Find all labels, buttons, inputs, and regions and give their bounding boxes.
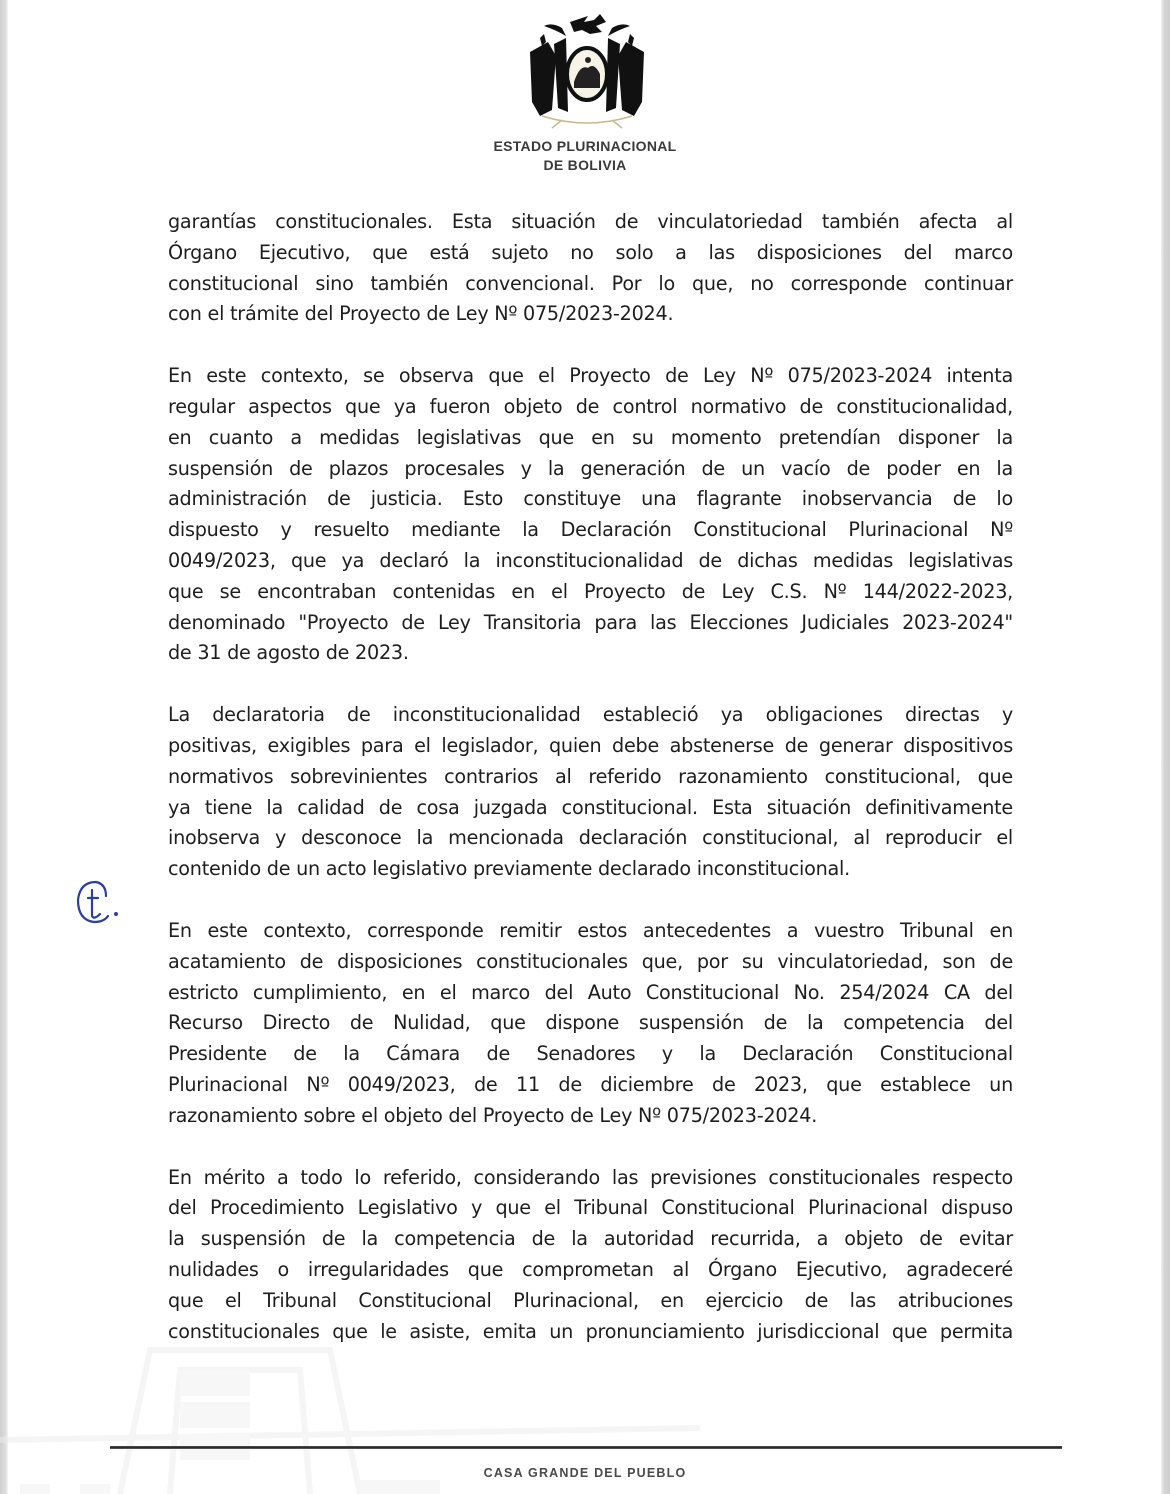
paragraph-2 xyxy=(168,361,1013,669)
text-line: que el Tribunal Constitucional Plurinacional, en ejercicio de las atribuciones xyxy=(168,1288,1013,1312)
text-line: regular aspectos que ya fueron objeto de control normativo de constitucionalidad, xyxy=(168,394,1013,418)
paragraph-4 xyxy=(168,916,1013,1132)
text-line: que se encontraban contenidas en el Proyecto de Ley C.S. Nº 144/2022-2023, xyxy=(168,579,1013,603)
text-line: nulidades o irregularidades que comprometan al Órgano Ejecutivo, agradeceré xyxy=(168,1257,1013,1281)
footer-divider xyxy=(110,1446,1062,1449)
text-line: contenido de un acto legislativo previamente declarado inconstitucional. xyxy=(168,857,850,881)
text-line: dispuesto y resuelto mediante la Declaración Constitucional Plurinacional Nº xyxy=(168,518,1013,542)
paragraph-1 xyxy=(168,207,1013,330)
text-line: razonamiento sobre el objeto del Proyecto de Ley Nº 075/2023-2024. xyxy=(168,1103,818,1127)
text-line: constitucionales que le asiste, emita un pronunciamiento jurisdiccional que permita xyxy=(168,1319,1013,1343)
header-title-line2: DE BOLIVIA xyxy=(543,157,627,173)
footer-text: CASA GRANDE DEL PUEBLO xyxy=(483,1466,687,1480)
text-line: la suspensión de la competencia de la autoridad recurrida, a objeto de evitar xyxy=(168,1227,1013,1251)
coat-of-arms-icon xyxy=(522,12,652,130)
text-line: En este contexto, corresponde remitir estos antecedentes a vuestro Tribunal en xyxy=(168,918,1013,942)
text-line: En este contexto, se observa que el Proyecto de Ley Nº 075/2023-2024 intenta xyxy=(168,364,1013,388)
text-line: En mérito a todo lo referido, considerando las previsiones constitucionales respecto xyxy=(168,1165,1013,1189)
text-line: La declaratoria de inconstitucionalidad estableció ya obligaciones directas y xyxy=(168,703,1013,727)
page-edge-left xyxy=(0,0,8,1494)
text-line: Plurinacional Nº 0049/2023, de 11 de diciembre de 2023, que establece un xyxy=(168,1072,1013,1096)
text-line: denominado "Proyecto de Ley Transitoria para las Elecciones Judiciales 2023-2024" xyxy=(168,610,1013,634)
text-line: normativos sobrevinientes contrarios al referido razonamiento constitucional, que xyxy=(168,764,1013,788)
paragraph-3 xyxy=(168,700,1013,885)
handwritten-mark-icon xyxy=(72,876,124,928)
text-line: inobserva y desconoce la mencionada declaración constitucional, al reproducir el xyxy=(168,826,1013,850)
text-line: Órgano Ejecutivo, que está sujeto no solo a las disposiciones del marco xyxy=(168,240,1013,264)
paragraph-5 xyxy=(168,1163,1013,1348)
text-line: Recurso Directo de Nulidad, que dispone suspensión de la competencia del xyxy=(168,1011,1013,1035)
text-line: positivas, exigibles para el legislador, quien debe abstenerse de generar dispositivos xyxy=(168,733,1013,757)
text-line: Presidente de la Cámara de Senadores y la Declaración Constitucional xyxy=(168,1042,1013,1066)
text-line: acatamiento de disposiciones constitucionales que, por su vinculatoriedad, son de xyxy=(168,949,1013,973)
text-line: constitucional sino también convencional. Por lo que, no corresponde continuar xyxy=(168,271,1013,295)
text-line: del Procedimiento Legislativo y que el Tribunal Constitucional Plurinacional dispuso xyxy=(168,1196,1013,1220)
header-title-line1: ESTADO PLURINACIONAL xyxy=(493,138,677,154)
text-line: garantías constitucionales. Esta situación de vinculatoriedad también afecta al xyxy=(168,210,1013,233)
text-line: con el trámite del Proyecto de Ley Nº 075/2023-2024. xyxy=(168,302,674,326)
text-line: de 31 de agosto de 2023. xyxy=(168,641,409,665)
text-line: estricto cumplimiento, en el marco del Auto Constitucional No. 254/2024 CA del xyxy=(168,980,1013,1004)
text-line: suspensión de plazos procesales y la generación de un vacío de poder en la xyxy=(168,456,1013,480)
text-line: 0049/2023, que ya declaró la inconstitucionalidad de dichas medidas legislativas xyxy=(168,548,1013,572)
document-body xyxy=(168,207,1013,1378)
text-line: ya tiene la calidad de cosa juzgada constitucional. Esta situación definitivamente xyxy=(168,795,1013,819)
text-line: en cuanto a medidas legislativas que en su momento pretendían disponer la xyxy=(168,425,1013,449)
text-line: administración de justicia. Esto constituye una flagrante inobservancia de lo xyxy=(168,487,1013,511)
page-edge-right xyxy=(1161,0,1170,1494)
